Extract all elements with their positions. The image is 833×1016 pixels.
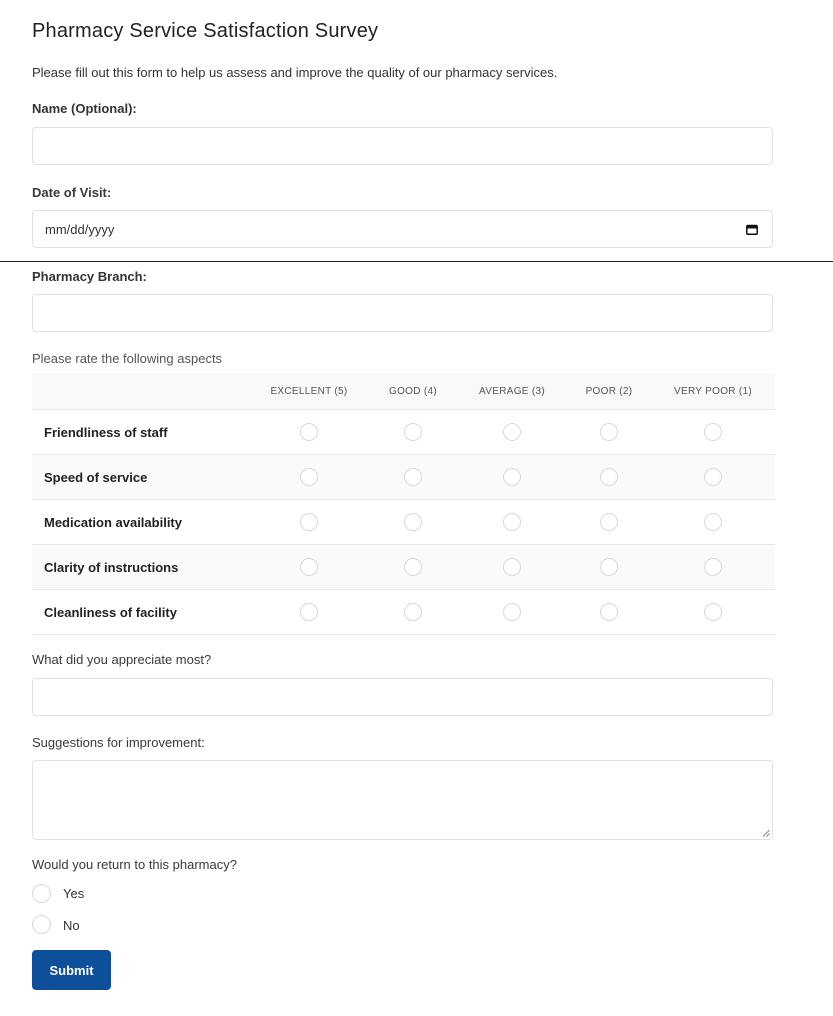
rating-row (32, 410, 775, 455)
rating-table (32, 373, 775, 635)
rating-heading: Please rate the following aspects (32, 351, 223, 366)
aspect-label: Friendliness of staff (44, 425, 168, 440)
date-label: Date of Visit: (32, 185, 112, 200)
divider (0, 261, 833, 262)
rating-radio[interactable] (503, 603, 521, 621)
aspect-label: Speed of service (44, 470, 148, 485)
rating-radio[interactable] (600, 558, 618, 576)
name-label: Name (Optional): (32, 101, 137, 116)
branch-label: Pharmacy Branch: (32, 269, 147, 284)
rating-body (32, 410, 775, 635)
rating-radio[interactable] (404, 513, 422, 531)
rating-row (32, 590, 775, 635)
rating-row (32, 455, 775, 500)
rating-row (32, 500, 775, 545)
rating-radio[interactable] (300, 423, 318, 441)
return-yes-label: Yes (63, 886, 85, 901)
submit-button[interactable]: Submit (32, 950, 111, 990)
rating-radio[interactable] (503, 558, 521, 576)
name-input[interactable] (32, 127, 773, 165)
col-very-poor: VERY POOR (1) (674, 386, 752, 397)
resize-grip-icon[interactable] (762, 829, 770, 837)
calendar-icon[interactable] (746, 224, 758, 235)
date-placeholder: mm/dd/yyyy (45, 222, 115, 237)
aspect-label: Medication availability (44, 515, 182, 530)
rating-radio[interactable] (300, 603, 318, 621)
rating-radio[interactable] (600, 468, 618, 486)
return-no-label: No (63, 918, 80, 933)
aspect-label: Clarity of instructions (44, 560, 179, 575)
suggestions-label: Suggestions for improvement: (32, 735, 205, 750)
col-good: GOOD (4) (389, 386, 437, 397)
rating-radio[interactable] (300, 468, 318, 486)
branch-input[interactable] (32, 294, 773, 332)
rating-radio[interactable] (503, 513, 521, 531)
rating-radio[interactable] (600, 423, 618, 441)
col-poor: POOR (2) (585, 386, 633, 397)
rating-radio[interactable] (600, 603, 618, 621)
rating-radio[interactable] (404, 558, 422, 576)
appreciate-label: What did you appreciate most? (32, 652, 212, 667)
rating-row (32, 545, 775, 590)
return-yes-radio[interactable] (32, 884, 51, 903)
rating-radio[interactable] (404, 468, 422, 486)
intro-text: Please fill out this form to help us assess and improve the quality of our pharmacy services. (32, 65, 558, 80)
rating-radio[interactable] (503, 423, 521, 441)
rating-header-row (32, 373, 775, 410)
rating-radio[interactable] (704, 468, 722, 486)
return-no-radio[interactable] (32, 915, 51, 934)
rating-radio[interactable] (704, 603, 722, 621)
appreciate-input[interactable] (32, 678, 773, 716)
rating-radio[interactable] (404, 423, 422, 441)
rating-radio[interactable] (404, 603, 422, 621)
aspect-label: Cleanliness of facility (44, 605, 177, 620)
rating-radio[interactable] (704, 558, 722, 576)
rating-radio[interactable] (300, 513, 318, 531)
rating-radio[interactable] (704, 423, 722, 441)
rating-radio[interactable] (600, 513, 618, 531)
return-label: Would you return to this pharmacy? (32, 857, 237, 872)
suggestions-textarea[interactable] (32, 760, 773, 840)
page-title: Pharmacy Service Satisfaction Survey (32, 20, 379, 42)
rating-radio[interactable] (300, 558, 318, 576)
rating-radio[interactable] (704, 513, 722, 531)
rating-radio[interactable] (503, 468, 521, 486)
col-excellent: EXCELLENT (5) (270, 386, 348, 397)
col-average: AVERAGE (3) (479, 386, 545, 397)
date-input[interactable] (32, 210, 773, 248)
